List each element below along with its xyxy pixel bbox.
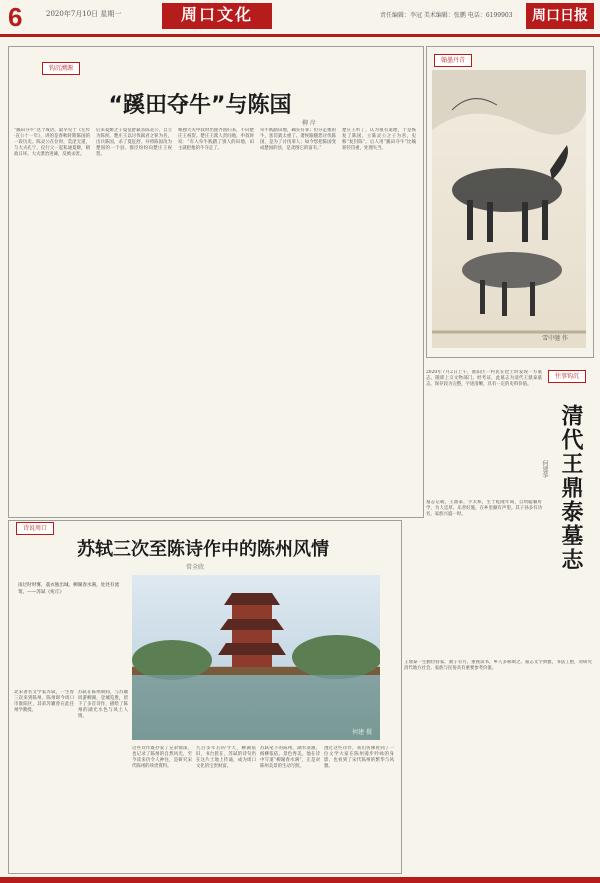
newspaper-logo: 周口日报 [526, 3, 594, 29]
ink-painting-image [432, 70, 586, 348]
article-column: 王鼎泰一生勤俭持家，教子有方，重视读书，乡人多称颂之。墓志文字典雅，书法工整，对研究清代地方社会、家族与民俗具有重要参考价值。 [404, 660, 592, 671]
masthead [0, 0, 600, 37]
article-title: 清代王鼎泰墓志 [558, 404, 583, 572]
page-number: 6 [8, 2, 23, 32]
article-author: 何建华 [541, 460, 548, 478]
quoted-poem: 雨过时时雾，蓑衣独出城。柳湖春水满，处处有流莺。——苏轼《宛丘》 [18, 583, 120, 595]
article-column: 苏轼在陈州期间，与苏辙同游柳湖，登城览胜，留下了多首诗作，描绘了陈州的湖光水色与风土人情。 [78, 690, 128, 719]
article-column: 后来夏姬之子夏征舒弑杀陈灵公，自立为陈侯。楚庄王以讨伐弑君之罪为名，出兵陈国，杀了夏征舒，并将陈国改为楚国的一个县。群臣纷纷向楚庄王祝贺。 [96, 128, 172, 157]
column-tag: 诗说周口 [16, 522, 54, 535]
article-title: 苏轼三次至陈诗作中的陈州风情 [77, 539, 329, 560]
column-tag: 翰墨丹青 [434, 54, 472, 67]
pavilion-illustration [132, 575, 380, 740]
article-column: 北宋著名文学家苏轼，一生曾三次来到陈州。陈州即今周口市淮阳区，其弟苏辙曾在此任州学教授。 [14, 690, 74, 713]
issue-date: 2020年7月10日 星期一 [46, 10, 122, 18]
editor-credits: 责任编辑：李冠 美术编辑：张鹏 电话：6199903 [380, 12, 513, 19]
painting-illustration [432, 70, 586, 348]
article-column: 墓志记载，王鼎泰，字太和，生于乾隆年间，自幼聪颖好学，为人忠厚，乐善好施，在乡里颇有声望。其子孙多有功名，家族兴盛一时。 [426, 500, 542, 517]
photo-caption: 何建 摄 [352, 729, 372, 736]
article-column: 2020年7月2日上午，淮阳区一村民在挖土时发现一方墓志，随即上交文物部门。经考证，此墓志为清代王鼎泰墓志，保存较为完整，字迹清晰，具有一定的史料价值。 [426, 370, 542, 387]
article-author: 柳 岸 [302, 120, 316, 127]
article-column: “蹊田夺牛”这个成语，最早见于《左传·宣公十一年》，讲的是春秋时期陈国的一段历史。陈灵公在位时，荒淫无道，与大夫孔宁、仪行父一起私通夏姬，朝政日坏。大夫泄冶进谏，反被杀害。 [14, 128, 90, 157]
article-author: 常全欣 [186, 564, 205, 571]
article-column: 透过这些诗作，我们仿佛看到了一位文学大家在陈州漫步吟咏的身影，也看到了宋代陈州的繁华与风雅。 [324, 746, 394, 769]
pavilion-photo [132, 575, 380, 740]
article-column: 楚庄王听了，认为很有道理，于是恢复了陈国，立陈灵公之子为君，史称“复封陈”。后人用“蹊田夺牛”比喻罪轻罚重，处理失当。 [342, 128, 416, 151]
footer-bar [0, 877, 600, 883]
painting-caption: 雪中驰 作 [542, 335, 568, 342]
section-title: 周口文化 [162, 3, 272, 29]
article-title: “蹊田夺牛”与陈国 [108, 93, 292, 118]
column-tag: 钩沉溯源 [42, 62, 80, 75]
column-tag: 往事钩沉 [548, 370, 586, 383]
article-column: 唯独大夫申叔时出使齐国归来，不向楚庄王祝贺。楚庄王派人责问他，申叔时说：“有人牵牛践踏了别人的田地，田主就把他的牛夺走了。 [178, 128, 254, 151]
article-column: 苏轼笔下的陈州，湖水清澈，杨柳依依，景色秀美。他在诗中写道“柳湖春水满”，正是对陈州美景的生动写照。 [260, 746, 320, 769]
article-column: 这些诗作既抒发了兄弟情深，也记录了陈州的自然风光，至今读来仍令人神往，是研究宋代陈州的珍贵资料。 [132, 746, 192, 769]
article-column: 牵牛践踏田地，确实有罪；但夺走他的牛，惩罚就太重了。诸侯跟随您讨伐陈国，是为了讨伐罪人；如今您把陈国变成楚国的县，是贪图它的富有。” [260, 128, 336, 151]
article-column: 九百多年后的今天，柳湖依旧，书台犹在，苏轼的诗句仍在这片土地上传诵，成为周口文化的宝贵财富。 [196, 746, 256, 769]
